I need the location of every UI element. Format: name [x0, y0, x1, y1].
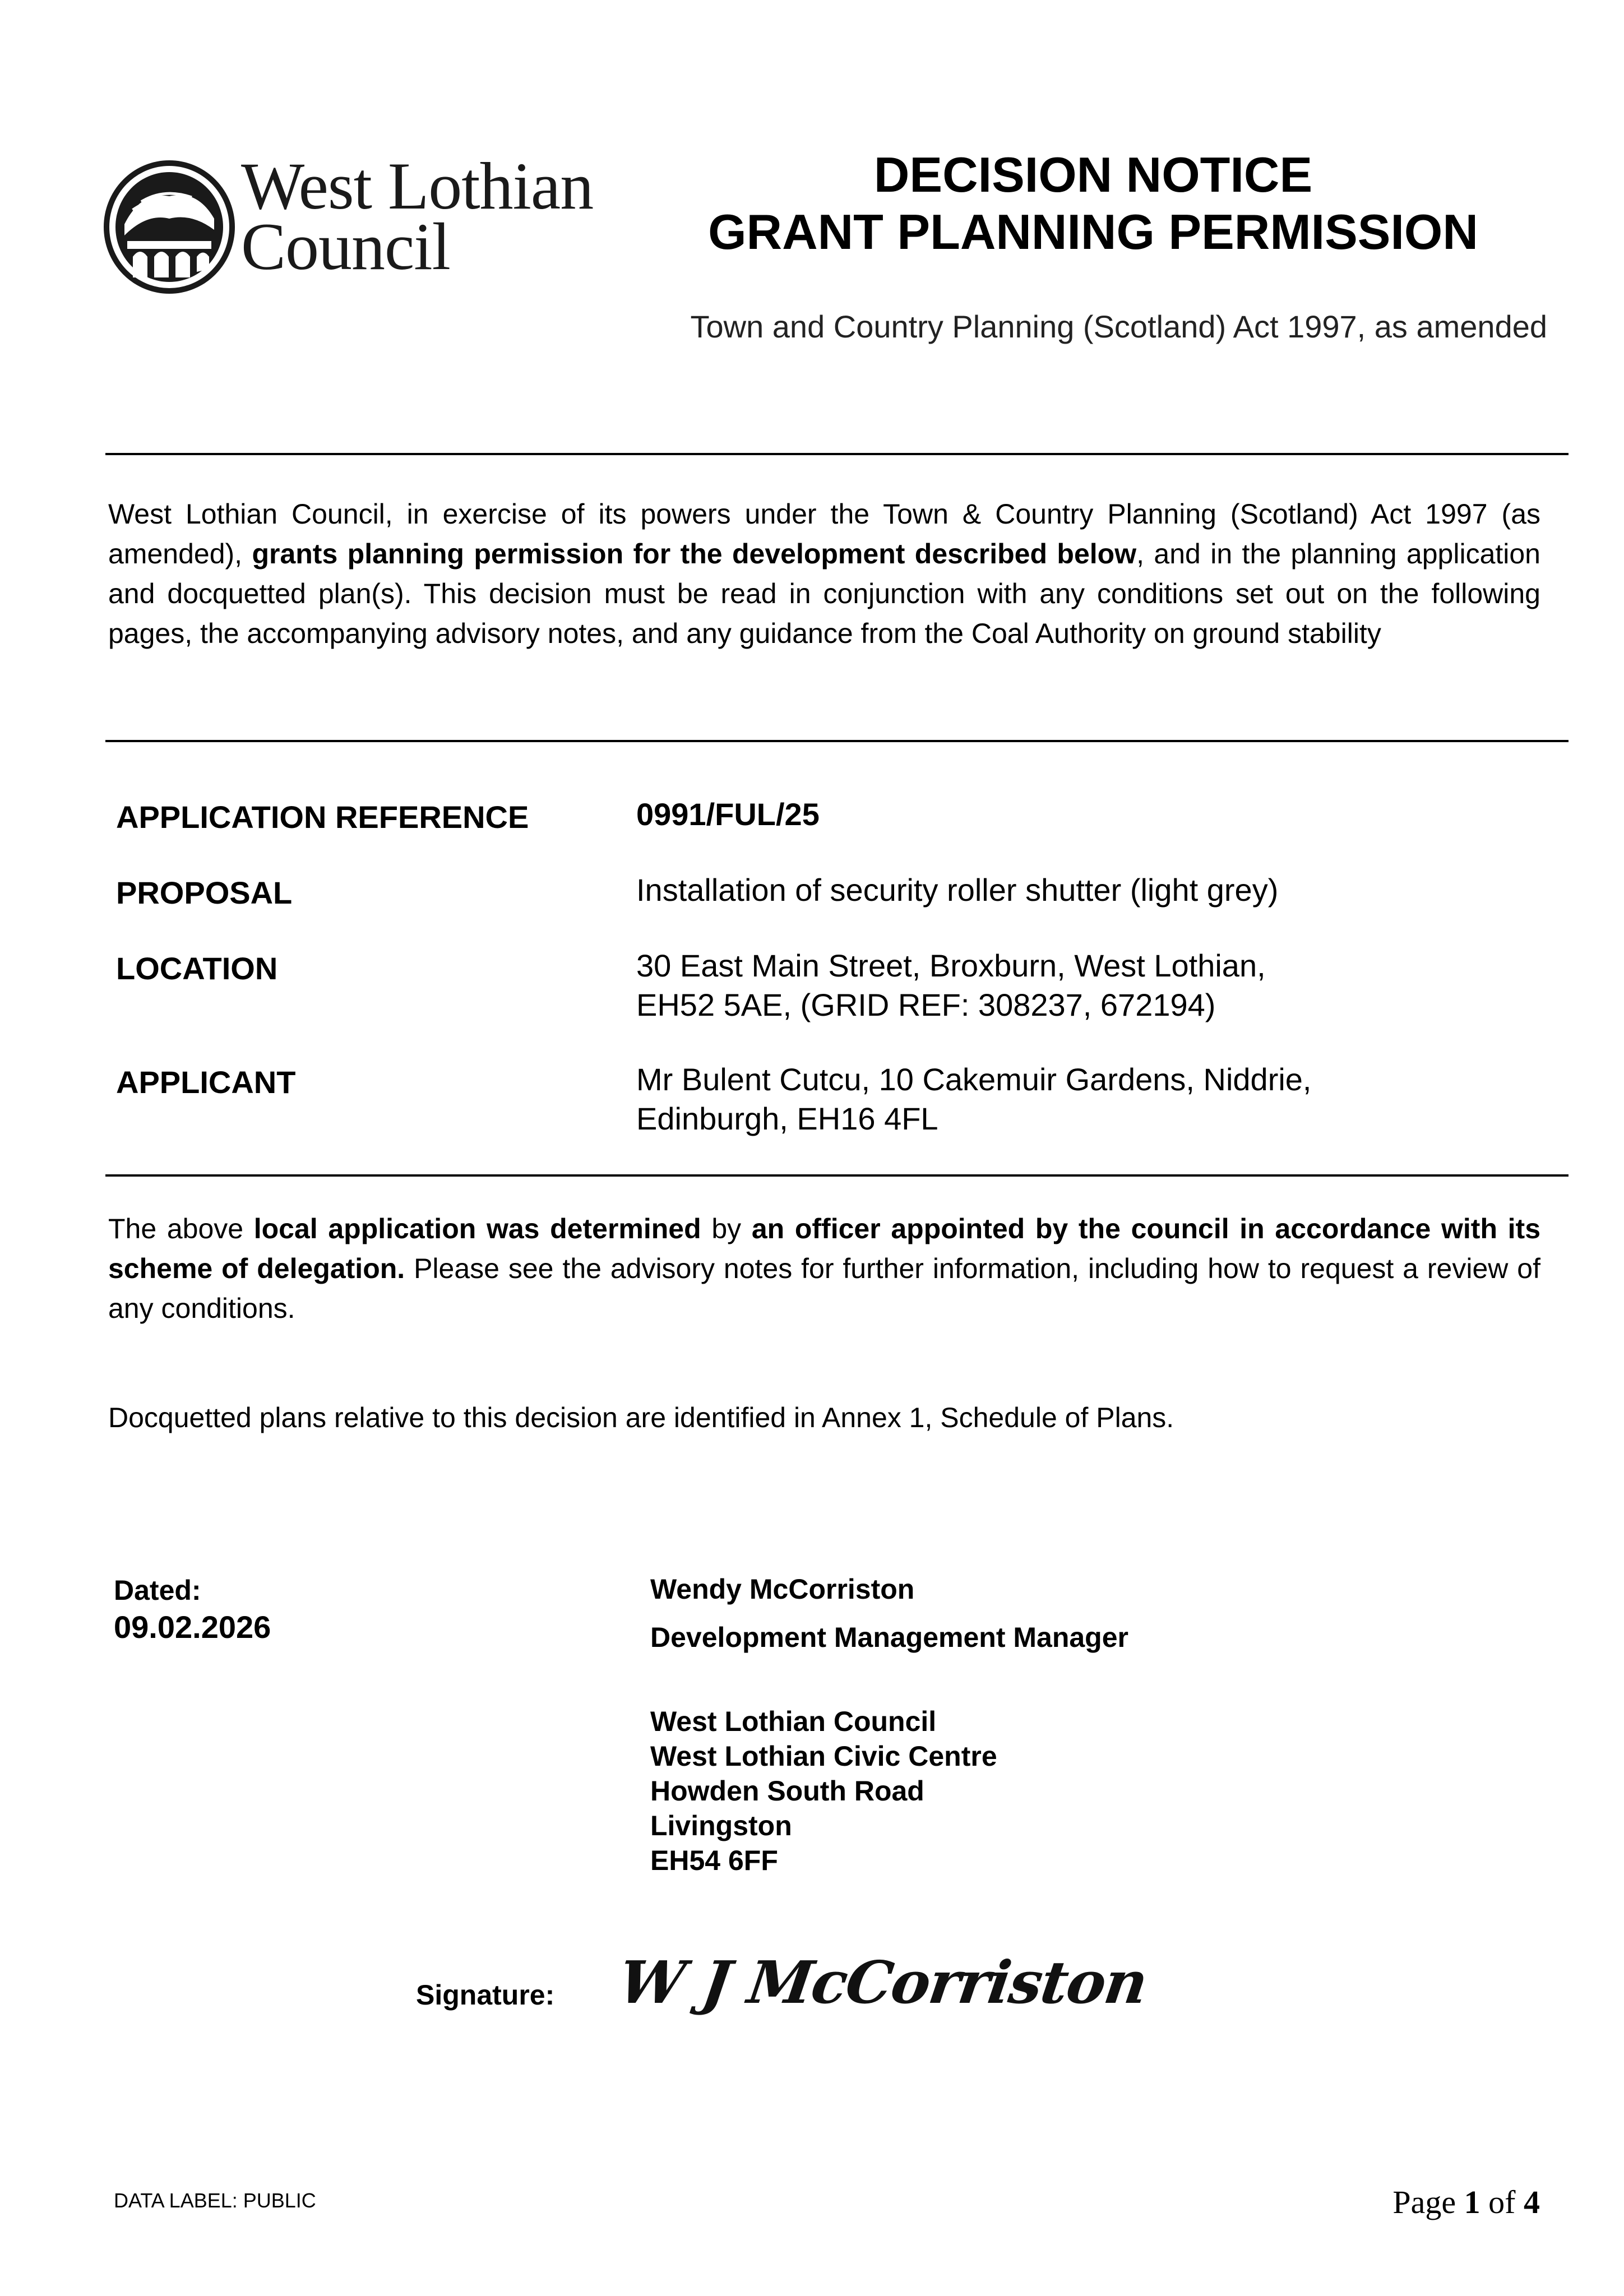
page-of: of [1488, 2184, 1516, 2220]
council-logo-icon [102, 157, 237, 297]
title-line1: DECISION NOTICE [873, 147, 1313, 202]
page-number [1392, 2183, 1540, 2221]
logo-text-line1: West Lothian [241, 149, 594, 223]
divider-details-top [105, 740, 1569, 742]
page-word: Page [1392, 2184, 1456, 2220]
data-label: DATA LABEL: PUBLIC [114, 2189, 316, 2212]
intro-text-2: , and in the planning application and docquetted plan(s). This decision must be read in conjunction with any conditions set out on the following pages, the accompanying advisory notes, and any guidance from the Coal Authority on ground stability [108, 538, 1540, 649]
officer-name: Wendy McCorriston [650, 1573, 915, 1605]
council-address [650, 1704, 997, 1878]
address-line: West Lothian Council [650, 1706, 937, 1737]
divider-details-bottom [105, 1174, 1569, 1177]
applicant-label: APPLICANT [116, 1064, 296, 1100]
intro-paragraph [108, 494, 1540, 654]
applicant-line2: Edinburgh, EH16 4FL [636, 1101, 938, 1136]
location-line1: 30 East Main Street, Broxburn, West Lothian, [636, 948, 1266, 983]
dated-label: Dated: [114, 1575, 201, 1606]
signature-label: Signature: [416, 1979, 555, 2011]
act-subtitle: Town and Country Planning (Scotland) Act 1997, as amended [690, 309, 1547, 344]
page-current: 1 [1464, 2184, 1480, 2220]
divider-top [105, 453, 1569, 455]
officer-title: Development Management Manager [650, 1622, 1128, 1653]
location-value [636, 946, 1266, 1025]
determination-text-1: The above [108, 1213, 254, 1244]
dated-value: 09.02.2026 [114, 1609, 271, 1645]
determination-paragraph [108, 1209, 1540, 1328]
intro-bold: grants planning permission for the development described below [252, 538, 1137, 570]
applicant-line1: Mr Bulent Cutcu, 10 Cakemuir Gardens, Niddrie, [636, 1062, 1312, 1097]
council-logo-text [241, 149, 594, 284]
address-line: EH54 6FF [650, 1845, 778, 1876]
reference-value: 0991/FUL/25 [636, 797, 820, 832]
handwritten-signature: W J McCorriston [614, 1948, 1151, 2017]
intro-text-1: West Lothian Council, in exercise of its powers under the Town & Country Planning (Scotland) Act 1997 (as amended), [108, 498, 1540, 570]
proposal-label: PROPOSAL [116, 875, 293, 910]
location-line2: EH52 5AE, (GRID REF: 308237, 672194) [636, 987, 1216, 1022]
location-label: LOCATION [116, 951, 278, 986]
determination-text-2: by [701, 1213, 752, 1244]
determination-text-3: Please see the advisory notes for further information, including how to request a review of any conditions. [108, 1253, 1540, 1324]
docquetted-text: Docquetted plans relative to this decision are identified in Annex 1, Schedule of Plans. [108, 1402, 1174, 1433]
applicant-value [636, 1060, 1312, 1138]
reference-label: APPLICATION REFERENCE [116, 799, 529, 835]
title-line2: GRANT PLANNING PERMISSION [708, 204, 1478, 260]
address-line: West Lothian Civic Centre [650, 1740, 997, 1772]
address-line: Howden South Road [650, 1775, 924, 1807]
logo-text-line2: Council [241, 209, 450, 284]
determination-bold-2: an officer appointed by the council in accordance with its scheme of delegation. [108, 1213, 1541, 1284]
address-line: Livingston [650, 1810, 792, 1841]
determination-bold-1: local application was determined [253, 1213, 701, 1244]
page-total: 4 [1524, 2184, 1540, 2220]
proposal-value: Installation of security roller shutter (light grey) [636, 872, 1279, 908]
